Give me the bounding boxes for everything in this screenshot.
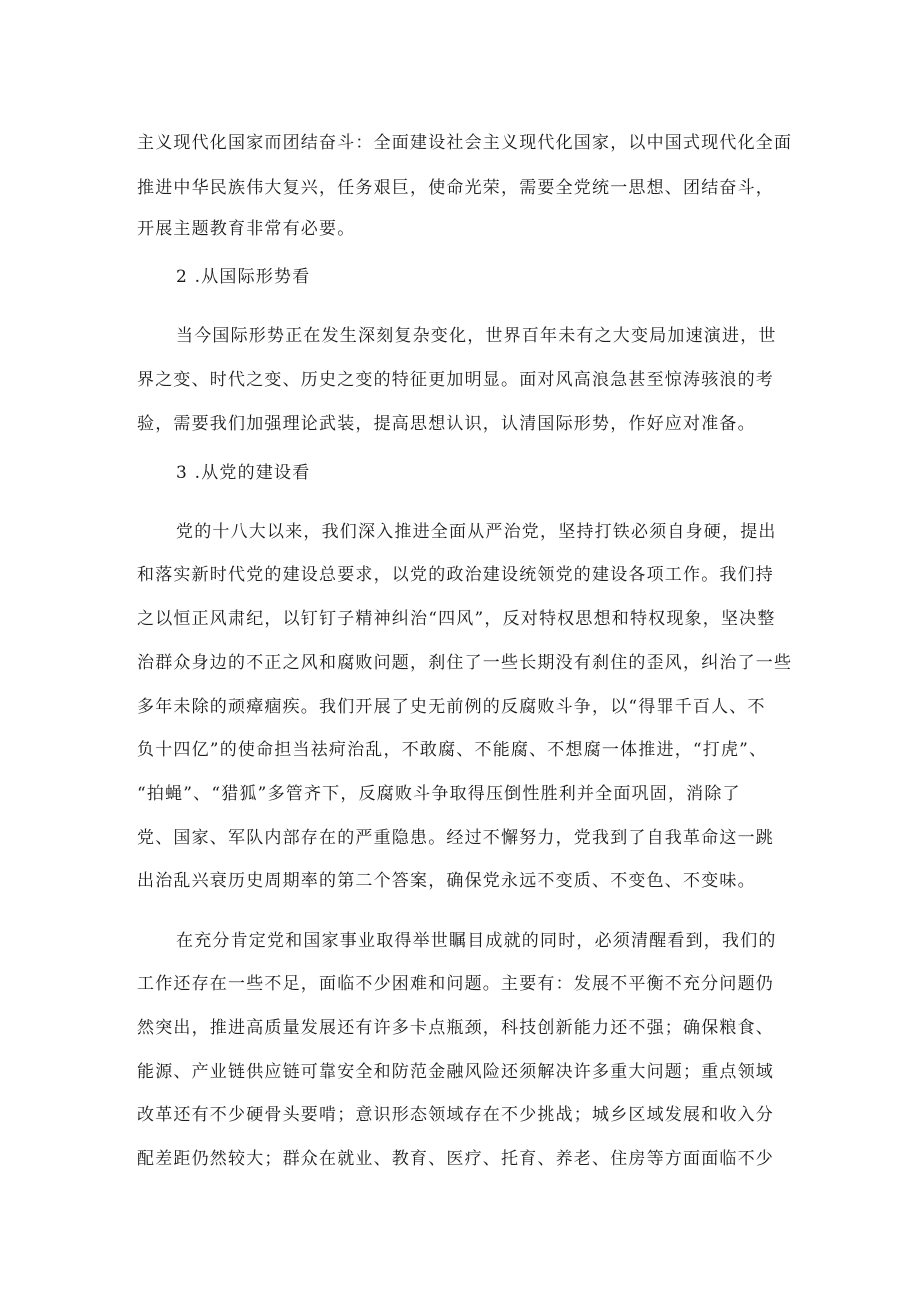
para2-line-3: 验，需要我们加强理论武装，提高思想认识，认清国际形势，作好应对准备。 <box>137 414 756 434</box>
section-heading-2: 2 .从国际形势看 <box>176 267 311 287</box>
para3-line-3: 之以恒正风肃纪，以钉钉子精神纠治“四风”，反对特权思想和特权现象，坚决整 <box>137 609 776 629</box>
para4-line-1: 在充分肯定党和国家事业取得举世瞩目成就的同时，必须清醒看到，我们的 <box>176 931 777 951</box>
para3-line-6: 负十四亿”的使命担当祛疴治乱，不敢腐、不能腐、不想腐一体推进，“打虎”、 <box>137 740 768 760</box>
para2-line-2: 界之变、时代之变、历史之变的特征更加明显。面对风高浪急甚至惊涛骇浪的考 <box>137 370 774 390</box>
intro-line-1: 主义现代化国家而团结奋斗：全面建设社会主义现代化国家，以中国式现代化全面 <box>137 133 793 153</box>
intro-line-3: 开展主题教育非常有必要。 <box>137 219 356 239</box>
para3-line-1: 党的十八大以来，我们深入推进全面从严治党，坚持打铁必须自身硬，提出 <box>176 522 777 542</box>
para3-line-4: 治群众身边的不正之风和腐败问题，刹住了一些长期没有刹住的歪风，纠治了一些 <box>137 653 793 673</box>
para3-line-5: 多年未除的顽瘴痼疾。我们开展了史无前例的反腐败斗争，以“得罪千百人、不 <box>137 697 766 717</box>
para3-line-9: 出治乱兴衰历史周期率的第二个答案，确保党永远不变质、不变色、不变味。 <box>137 871 756 891</box>
section-heading-3: 3 .从党的建设看 <box>176 463 311 483</box>
para4-line-5: 改革还有不少硬骨头要啃；意识形态领域存在不少挑战；城乡区域发展和收入分 <box>137 1105 774 1125</box>
intro-line-2: 推进中华民族伟大复兴，任务艰巨，使命光荣，需要全党统一思想、团结奋斗， <box>137 178 774 198</box>
para4-line-4: 能源、产业链供应链可靠安全和防范金融风险还须解决许多重大问题；重点领域 <box>137 1062 774 1082</box>
para4-line-6: 配差距仍然较大；群众在就业、教育、医疗、托育、养老、住房等方面面临不少 <box>137 1149 774 1169</box>
para3-line-8: 党、国家、军队内部存在的严重隐患。经过不懈努力，党我到了自我革命这一跳 <box>137 828 774 848</box>
para4-line-2: 工作还存在一些不足，面临不少困难和问题。主要有：发展不平衡不充分问题仍 <box>137 974 774 994</box>
para2-line-1: 当今国际形势正在发生深刻复杂变化，世界百年未有之大变局加速演进，世 <box>176 326 777 346</box>
para4-line-3: 然突出，推进高质量发展还有许多卡点瓶颈，科技创新能力还不强；确保粮食、 <box>137 1018 774 1038</box>
para3-line-7: “拍蝇”、“猎狐”多管齐下，反腐败斗争取得压倒性胜利并全面巩固，消除了 <box>137 784 741 804</box>
para3-line-2: 和落实新时代党的建设总要求，以党的政治建设统领党的建设各项工作。我们持 <box>137 565 774 585</box>
